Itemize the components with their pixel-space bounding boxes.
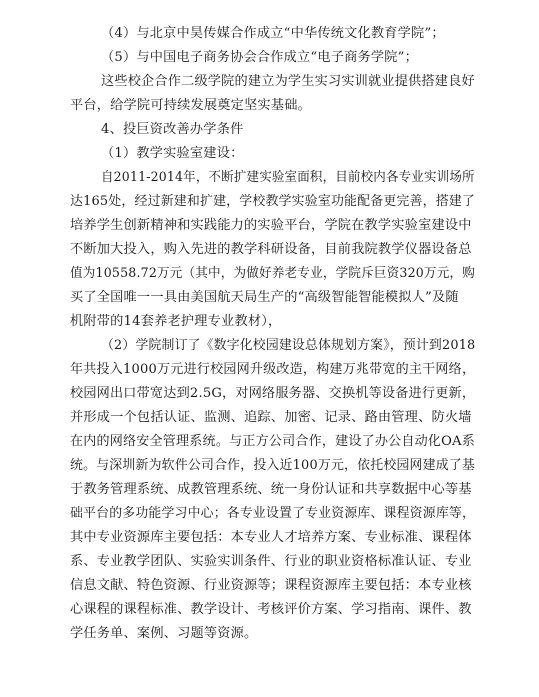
text-line: 平台，给学院可持续发展奠定坚实基础。: [70, 98, 311, 113]
text-line: 心课程的课程标准、教学设计、考核评价方案、学习指南、课件、教: [70, 602, 472, 617]
text-line: 培养学生创新精神和实践能力的实验平台，学院在教学实验室建设中: [70, 218, 472, 233]
text-line: 这些校企合作二级学院的建立为学生实习实训就业提供搭建良好: [101, 74, 475, 89]
text-line: 础平台的多功能学习中心；各专业设置了专业资源库、课程资源库等，: [70, 506, 476, 521]
text-line: 并形成一个包括认证、监测、追踪、加密、记录、路由管理、防火墙: [70, 410, 472, 425]
text-line: 机附带的14套养老护理专业教材），: [70, 314, 282, 329]
text-line: 系、专业教学团队、实验实训条件、行业的职业资格标准认证、专业: [70, 554, 472, 569]
text-line: 信息文献、特色资源、行业资源等；课程资源库主要包括：本专业核: [70, 578, 472, 593]
text-line: （4）与北京中昊传媒合作成立“中华传统文化教育学院”；: [101, 26, 445, 41]
subsection-heading: （2）学院制订了《数字化校园建设总体规划方案》，预计到2018: [101, 338, 476, 353]
text-line: 达165处，经过新建和扩建，学校教学实验室功能配备更完善，搭建了: [70, 194, 476, 209]
text-line: 统。与深圳新为软件公司合作，投入近100万元，依托校园网建成了基: [70, 458, 476, 473]
text-line: 买了全国唯一一具由美国航天局生产的“高级智能智能模拟人”及随: [70, 290, 459, 305]
text-line: （5）与中国电子商务协会合作成立“电子商务学院”；: [101, 50, 418, 65]
text-line: 学任务单、案例、习题等资源。: [70, 626, 258, 641]
text-line: 校园网出口带宽达到2.5G，对网络服务器、交换机等设备进行更新，: [70, 386, 476, 401]
text-line: 值为10558.72万元（其中，为做好养老专业，学院斥巨资320万元，购: [70, 266, 475, 281]
text-line: 其中专业资源库主要包括：本专业人才培养方案、专业标准、课程体: [70, 530, 472, 545]
subsection-heading: （1）教学实验室建设：: [101, 146, 244, 161]
text-line: 于教务管理系统、成教管理系统、统一身份认证和共享数据中心等基: [70, 482, 472, 497]
text-line: 在内的网络安全管理系统。与正方公司合作，建设了办公自动化OA系: [70, 434, 475, 449]
text-line: 年共投入1000万元进行校园网升级改造，构建万兆带宽的主干网络，: [70, 362, 476, 377]
section-heading: 4、投巨资改善办学条件: [101, 122, 244, 137]
text-line: 自2011-2014年，不断扩建实验室面积，目前校内各专业实训场所: [101, 170, 475, 185]
text-line: 不断加大投入，购入先进的教学科研设备，目前我院教学仪器设备总: [70, 242, 472, 257]
